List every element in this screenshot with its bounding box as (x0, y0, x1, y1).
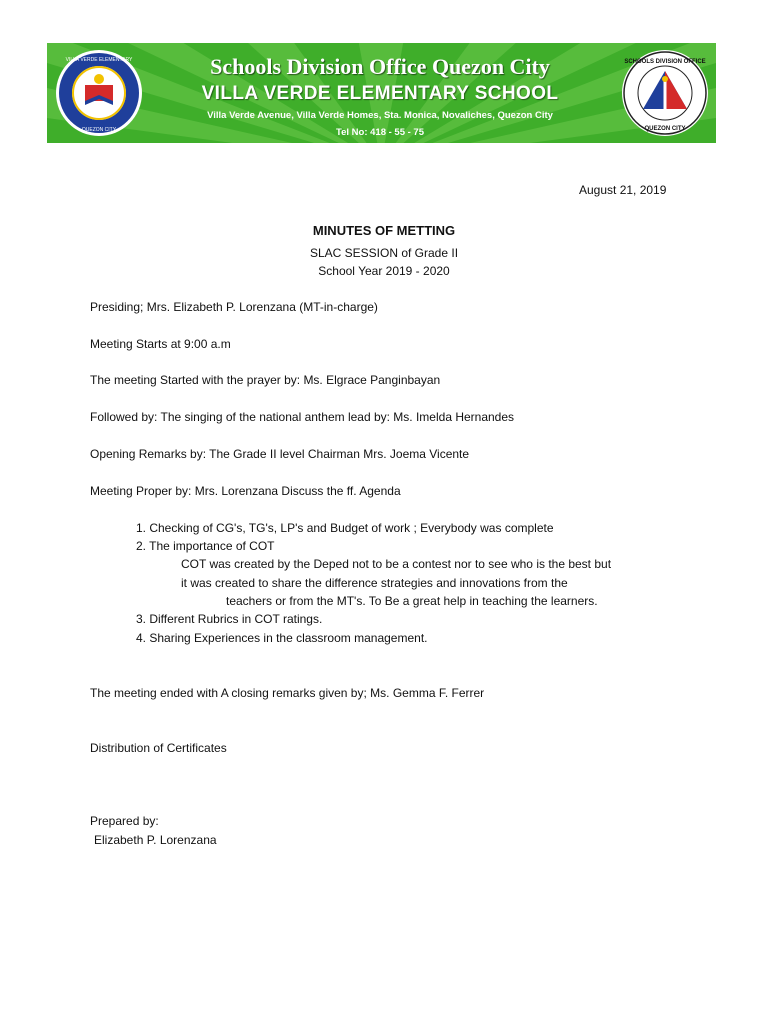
division-office-title: Schools Division Office Quezon City (210, 54, 550, 79)
agenda-item-3: 3. Different Rubrics in COT ratings. (136, 612, 323, 626)
school-name: VILLA VERDE ELEMENTARY SCHOOL (201, 83, 559, 104)
agenda-item-4: 4. Sharing Experiences in the classroom management. (136, 631, 428, 645)
svg-text:VILLA VERDE ELEMENTARY: VILLA VERDE ELEMENTARY (65, 57, 133, 63)
division-office-seal-logo (621, 49, 709, 137)
opening-remarks-line: Opening Remarks by: The Grade II level Chairman Mrs. Joema Vicente (90, 447, 470, 461)
school-seal-logo (55, 49, 143, 137)
document-subtitle-school-year: School Year 2019 - 2020 (318, 264, 450, 278)
svg-text:QUEZON CITY: QUEZON CITY (81, 127, 117, 133)
svg-text:QUEZON CITY: QUEZON CITY (644, 126, 686, 132)
document-date: August 21, 2019 (579, 183, 667, 197)
meeting-proper-line: Meeting Proper by: Mrs. Lorenzana Discuss the ff. Agenda (90, 484, 401, 498)
document-title: MINUTES OF METTING (312, 223, 456, 238)
agenda-item-2: 2. The importance of COT (136, 539, 275, 553)
document-subtitle-session: SLAC SESSION of Grade II (309, 246, 459, 260)
closing-remarks-line: The meeting ended with A closing remarks given by; Ms. Gemma F. Ferrer (90, 686, 485, 700)
agenda-item-1: 1. Checking of CG's, TG's, LP's and Budget of work ; Everybody was complete (136, 521, 554, 535)
school-telephone: Tel No: 418 - 55 - 75 (336, 127, 424, 138)
prayer-line: The meeting Started with the prayer by: Ms. Elgrace Panginbayan (90, 373, 441, 387)
anthem-line: Followed by: The singing of the national anthem lead by: Ms. Imelda Hernandes (90, 410, 515, 424)
distribution-line: Distribution of Certificates (90, 741, 227, 755)
agenda-item-2-detail: COT was created by the Deped not to be a contest nor to see who is the best but (181, 557, 612, 571)
agenda-item-2-detail: it was created to share the difference strategies and innovations from the (181, 576, 568, 590)
header-banner (47, 43, 716, 143)
presiding-line: Presiding; Mrs. Elizabeth P. Lorenzana (MT-in-charge) (90, 300, 378, 314)
school-address: Villa Verde Avenue, Villa Verde Homes, Sta. Monica, Novaliches, Quezon City (207, 110, 553, 121)
meeting-start-line: Meeting Starts at 9:00 a.m (90, 337, 231, 351)
prepared-by-name: Elizabeth P. Lorenzana (94, 833, 217, 847)
svg-text:SCHOOLS DIVISION OFFICE: SCHOOLS DIVISION OFFICE (624, 59, 706, 65)
prepared-by-label: Prepared by: (90, 814, 159, 828)
agenda-item-2-detail: teachers or from the MT's. To Be a great help in teaching the learners. (226, 594, 598, 608)
